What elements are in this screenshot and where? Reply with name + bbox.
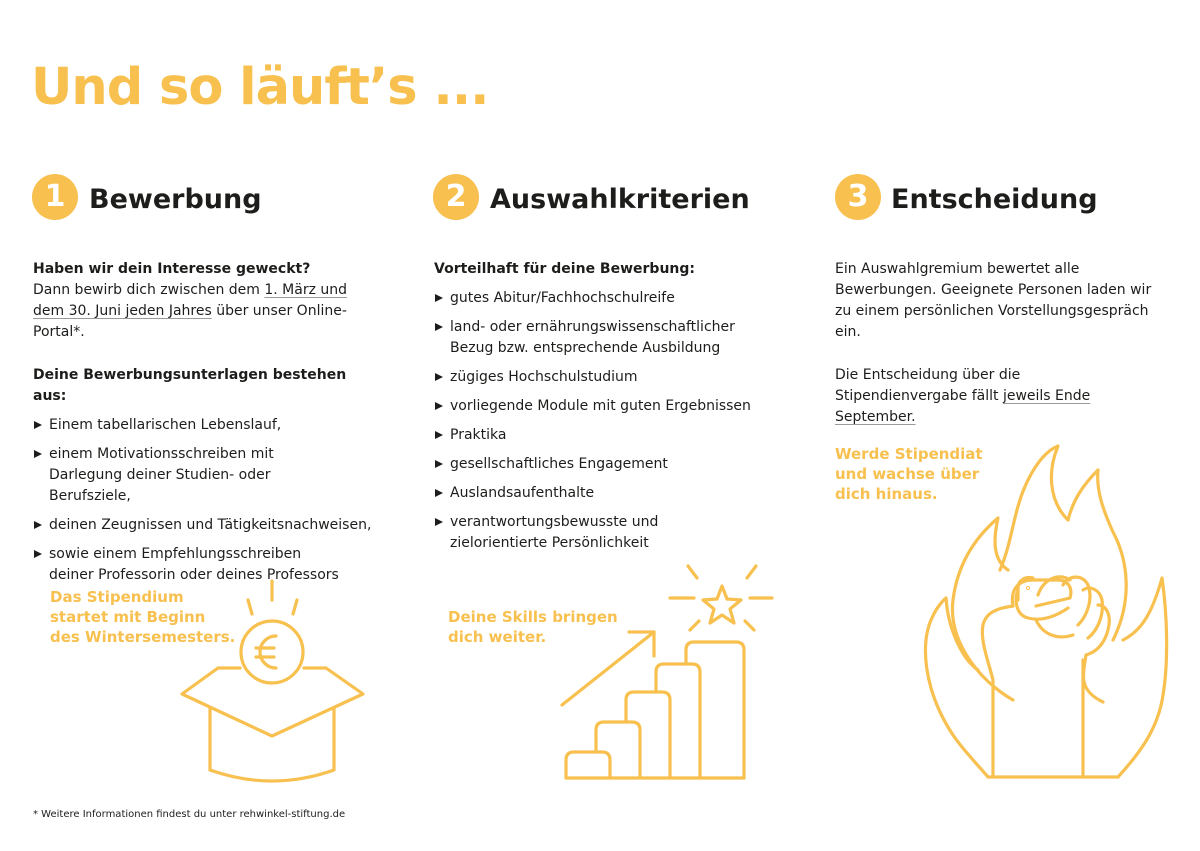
footnote: * Weitere Informationen findest du unter rehwinkel-stiftung.de	[33, 809, 346, 820]
page-title: Und so läuft’s ...	[31, 58, 489, 117]
decision-text-start: Die Entscheidung über die Stipendienvergabe fällt	[835, 367, 1021, 404]
list-item: einem Motivationsschreiben mit Darlegung deiner Studien- oder Berufsziele,	[33, 444, 349, 507]
step-2-content	[434, 259, 774, 554]
step-number-badge: 1	[32, 174, 78, 220]
step-tagline: Deine Skills bringen dich weiter.	[448, 608, 618, 646]
step-number-badge: 2	[433, 174, 479, 220]
selection-text: Ein Auswahlgremium bewertet alle Bewerbungen. Geeignete Personen laden wir zu einem persönlichen Vorstellungsgespräch ein.	[835, 261, 1152, 340]
graduation-cap-euro-coin-icon	[180, 578, 370, 788]
decision-date-link[interactable]: jeweils Ende September.	[835, 388, 1091, 425]
step-tagline: Werde Stipendiat und wachse über dich hinaus.	[835, 445, 983, 503]
list-item: Praktika	[434, 425, 774, 446]
intro-text-start: Dann bewirb dich zwischen dem	[33, 282, 265, 298]
list-item: gesellschaftliches Engagement	[434, 454, 774, 475]
intro-text-end: über unser Online-Portal*.	[33, 303, 347, 340]
intro-heading: Haben wir dein Interesse geweckt?	[33, 261, 311, 277]
criteria-heading: Vorteilhaft für deine Bewerbung:	[434, 261, 696, 277]
list-item: zügiges Hochschulstudium	[434, 367, 774, 388]
step-1-content	[33, 259, 383, 586]
step-number-badge: 3	[835, 174, 881, 220]
decision-text	[835, 365, 1135, 428]
intro-text	[33, 280, 363, 343]
list-item: Einem tabellarischen Lebenslauf,	[33, 415, 383, 436]
rising-steps-star-icon	[558, 560, 778, 785]
list-item: verantwortungsbewusste und zielorientierte Persönlichkeit	[434, 512, 680, 554]
documents-list	[33, 415, 383, 586]
documents-heading: Deine Bewerbungsunterlagen bestehen aus:	[33, 367, 347, 404]
list-item: deinen Zeugnissen und Tätigkeitsnachweisen,	[33, 515, 383, 536]
list-item: vorliegende Module mit guten Ergebnissen	[434, 396, 774, 417]
flame-fist-icon	[918, 440, 1173, 785]
step-title: Auswahlkriterien	[490, 184, 750, 215]
step-title: Bewerbung	[89, 184, 262, 215]
list-item: Auslandsaufenthalte	[434, 483, 774, 504]
list-item: land- oder ernährungswissenschaftlicher Bezug bzw. entsprechende Ausbildung	[434, 317, 775, 359]
step-3-content	[835, 259, 1170, 428]
step-title: Entscheidung	[891, 184, 1098, 215]
step-tagline: Das Stipendium startet mit Beginn des Wintersemesters.	[50, 588, 236, 646]
list-item: sowie einem Empfehlungsschreiben deiner Professorin oder deines Professors	[33, 544, 349, 586]
criteria-list	[434, 288, 774, 554]
list-item: gutes Abitur/Fachhochschulreife	[434, 288, 774, 309]
application-period-link[interactable]: 1. März und dem 30. Juni jeden Jahres	[33, 282, 348, 319]
